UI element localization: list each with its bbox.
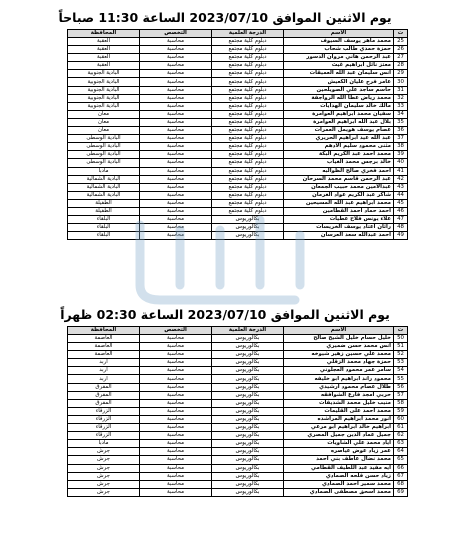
table-row [68,94,408,102]
row-degree: بكالوريوس [212,351,284,359]
row-governorate: جرش [68,472,140,480]
row-name: محمد ماهر يوسف السيوف [284,38,394,46]
row-number: 53 [394,359,408,367]
row-specialization: محاسبة [140,78,212,86]
row-number: 40 [394,159,408,167]
row-specialization: محاسبة [140,464,212,472]
row-specialization: محاسبة [140,102,212,110]
row-governorate: العاصمة [68,343,140,351]
row-number: 25 [394,38,408,46]
row-number: 26 [394,46,408,54]
row-number: 27 [394,54,408,62]
row-number: 38 [394,143,408,151]
row-governorate: معان [68,110,140,118]
row-degree: بكالوريوس [212,359,284,367]
row-specialization: محاسبة [140,391,212,399]
row-degree: دبلوم كلية مجتمع [212,143,284,151]
row-name: مالك خالد سليمان الهدايات [284,102,394,110]
row-specialization: محاسبة [140,143,212,151]
table-row [68,448,408,456]
row-specialization: محاسبة [140,159,212,167]
row-degree: دبلوم كلية مجتمع [212,38,284,46]
row-name: محمد احمد على القليمات [284,407,394,415]
table-row [68,335,408,343]
row-governorate: جرش [68,464,140,472]
row-governorate: المفرق [68,399,140,407]
row-number: 60 [394,415,408,423]
row-specialization: محاسبة [140,375,212,383]
row-degree: دبلوم كلية مجتمع [212,183,284,191]
row-number: 67 [394,472,408,480]
row-governorate: جرش [68,480,140,488]
row-name: حاسم ساجد علي الصويلحين [284,86,394,94]
row-specialization: محاسبة [140,480,212,488]
row-governorate: اربد [68,367,140,375]
row-specialization: محاسبة [140,359,212,367]
row-degree: بكالوريوس [212,480,284,488]
row-degree: دبلوم كلية مجتمع [212,159,284,167]
row-name: محمد علي حسين زهير شيوخه [284,351,394,359]
row-number: 46 [394,207,408,215]
row-name: سفيان محمد ابراهيم العوامرة [284,110,394,118]
row-number: 31 [394,86,408,94]
row-specialization: محاسبة [140,54,212,62]
session2-rows [68,335,408,497]
row-governorate: البادية الجنوبية [68,86,140,94]
row-specialization: محاسبة [140,216,212,224]
row-specialization: محاسبة [140,448,212,456]
row-name: حمزة حمدي طالب شحاب [284,46,394,54]
row-degree: دبلوم كلية مجتمع [212,70,284,78]
row-specialization: محاسبة [140,94,212,102]
session2-heading: يوم الاثنين الموافق 2023/07/10 الساعة 02:30 ظهراً [60,307,390,322]
row-number: 50 [394,335,408,343]
row-name: عبدالامين محمد حبيب الجمعان [284,183,394,191]
row-name: محمد ابراهيم عبد الله المسيحين [284,199,394,207]
row-governorate: العقبة [68,54,140,62]
row-name: عصام يوسف هويمل العمرات [284,127,394,135]
session1-heading: يوم الاثنين الموافق 2023/07/10 الساعة 11:30 صباحاً [58,10,392,25]
row-number: 29 [394,70,408,78]
row-governorate: الزرقاء [68,432,140,440]
table-row [68,367,408,375]
row-governorate: الزرقاء [68,424,140,432]
row-governorate: البلقاء [68,216,140,224]
table-row [68,351,408,359]
row-number: 33 [394,102,408,110]
row-number: 49 [394,232,408,240]
row-number: 54 [394,367,408,375]
row-number: 62 [394,432,408,440]
table-row [68,118,408,126]
row-name: رائان اعتاد يوسف الخريسات [284,224,394,232]
header-specialization: التخصص [140,327,212,335]
row-number: 59 [394,407,408,415]
row-specialization: محاسبة [140,127,212,135]
row-number: 68 [394,480,408,488]
row-number: 37 [394,135,408,143]
row-degree: بكالوريوس [212,464,284,472]
row-name: محمود راند ابراهيم ابو خليفه [284,375,394,383]
row-number: 64 [394,448,408,456]
row-degree: بكالوريوس [212,407,284,415]
header-num: ت [394,30,408,38]
row-governorate: اربد [68,375,140,383]
row-governorate: البادية الشمالية [68,191,140,199]
row-number: 30 [394,78,408,86]
row-specialization: محاسبة [140,224,212,232]
row-name: محمد احمد عبد الكريم البكة [284,151,394,159]
row-specialization: محاسبة [140,207,212,215]
table-row [68,407,408,415]
row-name: اياد محمد علي الشاويات [284,440,394,448]
row-specialization: محاسبة [140,175,212,183]
row-name: جميل عماد الدين جميل المصري [284,432,394,440]
row-degree: بكالوريوس [212,391,284,399]
row-governorate: جرش [68,456,140,464]
row-governorate: البادية الشمالية [68,175,140,183]
table-header-row [68,30,408,38]
row-degree: دبلوم كلية مجتمع [212,86,284,94]
row-name: حربي امجد فارع الشوافقه [284,391,394,399]
row-specialization: محاسبة [140,232,212,240]
row-name: طلال عصام محمود ارشيدي [284,383,394,391]
row-name: انور محمد ابراهيم المراشده [284,415,394,423]
row-governorate: البادية الجنوبية [68,70,140,78]
row-name: خليل حسام خليل الشيخ صالح [284,335,394,343]
table-row [68,102,408,110]
row-specialization: محاسبة [140,424,212,432]
row-degree: دبلوم كلية مجتمع [212,127,284,135]
row-name: شاكر عبد الكريم عواد الغرمان [284,191,394,199]
row-degree: دبلوم كلية مجتمع [212,46,284,54]
row-name: محمد رياض عطا الله الرواجفة [284,94,394,102]
row-governorate: البادية الشمالية [68,183,140,191]
row-number: 35 [394,118,408,126]
row-name: عامر فرج عليان الكعيش [284,78,394,86]
table-row [68,38,408,46]
table-row [68,167,408,175]
table-row [68,440,408,448]
row-specialization: محاسبة [140,183,212,191]
header-name: الاسم [284,30,394,38]
row-name: عبد الرحمن هاني مروان الدسور [284,54,394,62]
table-row [68,472,408,480]
row-name: خالد برجس محمد الغياب [284,159,394,167]
row-name: بلال عبد الله ابراهيم العوامرة [284,118,394,126]
row-degree: دبلوم كلية مجتمع [212,135,284,143]
row-specialization: محاسبة [140,407,212,415]
row-degree: بكالوريوس [212,415,284,423]
table-row [68,151,408,159]
row-governorate: العقبة [68,38,140,46]
header-governorate: المحافظة [68,327,140,335]
header-name: الاسم [284,327,394,335]
row-degree: دبلوم كلية مجتمع [212,191,284,199]
row-governorate: البادية الجنوبية [68,94,140,102]
row-number: 65 [394,456,408,464]
table-row [68,86,408,94]
header-governorate: المحافظة [68,30,140,38]
row-governorate: الزرقاء [68,407,140,415]
row-number: 55 [394,375,408,383]
row-degree: بكالوريوس [212,472,284,480]
row-degree: بكالوريوس [212,216,284,224]
row-name: ايه مفيد عبد اللطيف القطامي [284,464,394,472]
row-name: احمد عبدالله سعد العرسان [284,232,394,240]
row-number: 28 [394,62,408,70]
row-specialization: محاسبة [140,151,212,159]
row-governorate: البادية الجنوبية [68,102,140,110]
row-specialization: محاسبة [140,110,212,118]
row-degree: دبلوم كلية مجتمع [212,207,284,215]
row-degree: بكالوريوس [212,424,284,432]
row-specialization: محاسبة [140,472,212,480]
table-row [68,432,408,440]
row-name: ابراهيم خالد ابراهيم ابو مرعي [284,424,394,432]
row-number: 58 [394,399,408,407]
row-degree: بكالوريوس [212,232,284,240]
row-specialization: محاسبة [140,383,212,391]
row-name: احمد فخري صالح الظوالبه [284,167,394,175]
row-degree: دبلوم كلية مجتمع [212,167,284,175]
row-number: 34 [394,110,408,118]
header-degree: الدرجة العلمية [212,30,284,38]
row-name: محمد نضال عاطف بني احمد [284,456,394,464]
row-number: 44 [394,191,408,199]
table-row [68,62,408,70]
row-degree: بكالوريوس [212,440,284,448]
row-governorate: الزرقاء [68,415,140,423]
row-degree: دبلوم كلية مجتمع [212,199,284,207]
row-governorate: البلقاء [68,224,140,232]
row-governorate: العاصمة [68,335,140,343]
row-governorate: البادية الوسطى [68,143,140,151]
table-row [68,456,408,464]
row-degree: دبلوم كلية مجتمع [212,62,284,70]
session2-table [67,326,408,497]
row-degree: دبلوم كلية مجتمع [212,102,284,110]
table-row [68,159,408,167]
header-specialization: التخصص [140,30,212,38]
row-number: 32 [394,94,408,102]
row-governorate: معان [68,127,140,135]
row-degree: بكالوريوس [212,488,284,496]
table-row [68,415,408,423]
row-specialization: محاسبة [140,135,212,143]
row-degree: بكالوريوس [212,335,284,343]
row-governorate: المفرق [68,391,140,399]
row-name: منيب خليل محمد الشديفات [284,399,394,407]
row-governorate: معان [68,118,140,126]
row-name: معتز نائل ابراهيم غيث [284,62,394,70]
row-degree: بكالوريوس [212,367,284,375]
row-governorate: العاصمة [68,351,140,359]
row-specialization: محاسبة [140,440,212,448]
row-specialization: محاسبة [140,62,212,70]
row-specialization: محاسبة [140,167,212,175]
row-number: 66 [394,464,408,472]
row-governorate: العقبة [68,62,140,70]
row-degree: بكالوريوس [212,224,284,232]
row-name: حمزة جهاد محمد الزقلي [284,359,394,367]
row-name: مثنى محمود سليم الادهم [284,143,394,151]
row-specialization: محاسبة [140,46,212,54]
row-governorate: البادية الوسطى [68,151,140,159]
table-row [68,175,408,183]
row-governorate: البادية الوسطى [68,135,140,143]
table-row [68,127,408,135]
table-row [68,391,408,399]
row-degree: دبلوم كلية مجتمع [212,118,284,126]
row-specialization: محاسبة [140,456,212,464]
row-number: 63 [394,440,408,448]
table-row [68,110,408,118]
watermark-logo [120,205,335,315]
row-name: محمد اسحق مصطفى الصمادي [284,488,394,496]
row-number: 43 [394,183,408,191]
row-degree: بكالوريوس [212,399,284,407]
table-row [68,464,408,472]
table-row [68,78,408,86]
row-name: زياد حسن فلحه الصمادي [284,472,394,480]
table-row [68,183,408,191]
row-degree: دبلوم كلية مجتمع [212,94,284,102]
row-number: 48 [394,224,408,232]
table-row [68,375,408,383]
row-number: 42 [394,175,408,183]
row-number: 69 [394,488,408,496]
table-row [68,383,408,391]
row-governorate: مادبا [68,167,140,175]
row-degree: بكالوريوس [212,343,284,351]
row-degree: بكالوريوس [212,456,284,464]
row-number: 36 [394,127,408,135]
row-number: 57 [394,391,408,399]
row-governorate: البادية الوسطى [68,159,140,167]
row-number: 61 [394,424,408,432]
table-row [68,343,408,351]
row-governorate: الطفيلة [68,199,140,207]
row-governorate: العقبة [68,46,140,54]
row-name: احمد حماد احمد القطامين [284,207,394,215]
row-specialization: محاسبة [140,343,212,351]
row-governorate: جرش [68,448,140,456]
row-degree: دبلوم كلية مجتمع [212,110,284,118]
row-degree: بكالوريوس [212,383,284,391]
table-row [68,46,408,54]
row-specialization: محاسبة [140,367,212,375]
row-degree: دبلوم كلية مجتمع [212,175,284,183]
row-name: عبد الله عيد ابراهيم الحريري [284,135,394,143]
row-name: انس محمد حسن ضميري [284,343,394,351]
table-row [68,70,408,78]
row-specialization: محاسبة [140,399,212,407]
row-name: عمر زياد عوض عياصره [284,448,394,456]
row-specialization: محاسبة [140,86,212,94]
row-name: علاء يونس فلاح عطيات [284,216,394,224]
row-number: 56 [394,383,408,391]
row-specialization: محاسبة [140,335,212,343]
table-row [68,480,408,488]
row-degree: بكالوريوس [212,432,284,440]
row-specialization: محاسبة [140,488,212,496]
row-degree: دبلوم كلية مجتمع [212,151,284,159]
header-num: ت [394,327,408,335]
row-degree: دبلوم كلية مجتمع [212,54,284,62]
row-specialization: محاسبة [140,199,212,207]
row-number: 52 [394,351,408,359]
row-number: 45 [394,199,408,207]
table-row [68,399,408,407]
row-governorate: جرش [68,488,140,496]
row-degree: بكالوريوس [212,448,284,456]
row-specialization: محاسبة [140,191,212,199]
row-name: محمد سمير احمد الصمادي [284,480,394,488]
row-governorate: المفرق [68,383,140,391]
row-governorate: مادبا [68,440,140,448]
row-name: سامر عمر محمود العجلوني [284,367,394,375]
row-number: 39 [394,151,408,159]
table-row [68,135,408,143]
table-row [68,191,408,199]
row-number: 51 [394,343,408,351]
row-governorate: البلقاء [68,232,140,240]
table-row [68,359,408,367]
row-name: عبد الرحمن قاسم محمد السرحان [284,175,394,183]
table-row [68,488,408,496]
row-governorate: البادية الجنوبية [68,78,140,86]
row-name: انس سليمان عبد الله العميقات [284,70,394,78]
table-header-row [68,327,408,335]
table-row [68,424,408,432]
row-specialization: محاسبة [140,415,212,423]
row-number: 47 [394,216,408,224]
row-specialization: محاسبة [140,351,212,359]
row-degree: بكالوريوس [212,375,284,383]
row-specialization: محاسبة [140,38,212,46]
row-degree: دبلوم كلية مجتمع [212,78,284,86]
row-governorate: اربد [68,359,140,367]
header-degree: الدرجة العلمية [212,327,284,335]
row-specialization: محاسبة [140,70,212,78]
row-specialization: محاسبة [140,118,212,126]
row-specialization: محاسبة [140,432,212,440]
table-row [68,54,408,62]
table-row [68,143,408,151]
row-number: 41 [394,167,408,175]
row-governorate: الطفيلة [68,207,140,215]
